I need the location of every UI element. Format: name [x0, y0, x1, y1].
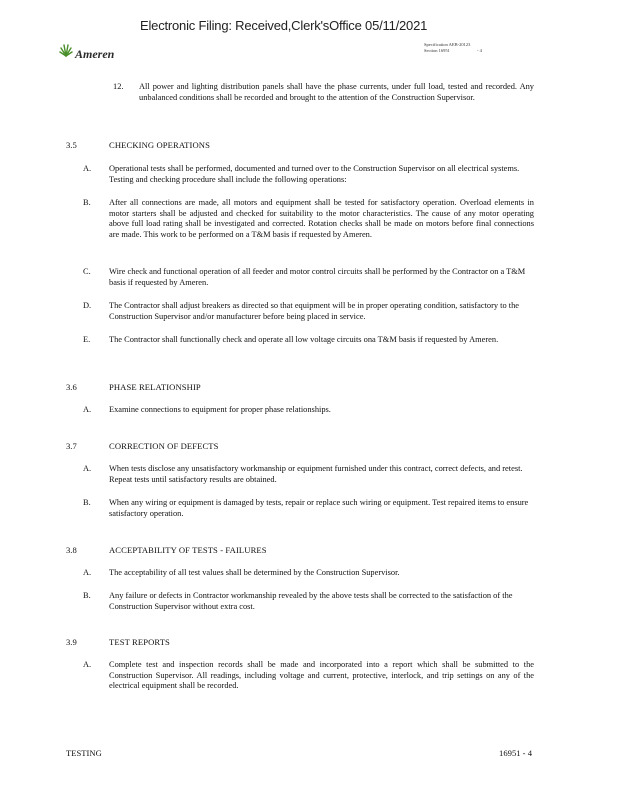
paragraph: Operational tests shall be performed, documented and turned over to the Construction Supervisor on all electrical systems. Testing and checking procedure shall include the following operations: [109, 164, 520, 184]
paragraph: Examine connections to equipment for proper phase relationships. [109, 405, 331, 414]
section-number: 3.5 [66, 140, 77, 150]
item-number: 12. [113, 82, 124, 91]
footer-title: TESTING [66, 748, 102, 758]
filing-stamp: Electronic Filing: Received,Clerk'sOffice 05/11/2021 [140, 18, 428, 33]
paragraph: After all connections are made, all motors and equipment shall be tested for satisfactory operation. Overload elements in motor starters shall be adjusted and checked for suitability to the motor characteristics. The cause of any motor operating above full load rating shall be investigated and corrected. Rotation checks shall be made on motors before final connections are made. This work to be performed on a T&M basis if requested by Ameren. [109, 198, 534, 239]
section-number: 3.9 [66, 637, 77, 647]
section-title: TEST REPORTS [109, 637, 170, 647]
item-label: A. [83, 660, 92, 669]
item-label: A. [83, 405, 92, 414]
item-label: B. [83, 591, 91, 600]
section-title: CORRECTION OF DEFECTS [109, 441, 219, 451]
paragraph: The Contractor shall adjust breakers as directed so that equipment will be in proper operating condition, satisfactory to the Construction Supervisor and/or manufacturer before being placed in service. [109, 301, 520, 321]
item-label: A. [83, 164, 92, 173]
item-label: E. [83, 335, 91, 344]
item-label: B. [83, 198, 91, 207]
section-title: ACCEPTABILITY OF TESTS - FAILURES [109, 545, 267, 555]
paragraph: When tests disclose any unsatisfactory workmanship or equipment furnished under this contract, correct defects, and retest. Repeat tests until satisfactory results are obtained. [109, 464, 523, 484]
paragraph: When any wiring or equipment is damaged by tests, repair or replace such wiring or equipment. Test repaired items to ensure satisfactory operation. [109, 498, 529, 518]
paragraph: Complete test and inspection records shall be made and incorporated into a report which shall be submitted to the Construction Supervisor. All readings, including voltage and current, protective, interlock, and trip settings on any of the electrical equipment shall be recorded. [109, 660, 534, 691]
section-title: CHECKING OPERATIONS [109, 140, 210, 150]
paragraph: Any failure or defects in Contractor workmanship revealed by the above tests shall be corrected to the satisfaction of the Construction Supervisor without extra cost. [109, 591, 513, 611]
paragraph: The acceptability of all test values shall be determined by the Construction Supervisor. [109, 568, 400, 577]
paragraph: Wire check and functional operation of all feeder and motor control circuits shall be performed by the Contractor on a T&M basis if requested by Ameren. [109, 267, 526, 287]
paragraph: The Contractor shall functionally check and operate all low voltage circuits ona T&M basis if requested by Ameren. [109, 335, 499, 344]
ameren-logo [58, 40, 114, 62]
spec-section: Section 16951 - 4 [424, 48, 482, 53]
item-label: B. [83, 498, 91, 507]
paragraph: All power and lighting distribution panels shall have the phase currents, under full load, tested and recorded. Any unbalanced conditions shall be recorded and brought to the attention of the Construction Supervisor. [139, 82, 534, 102]
section-number: 3.6 [66, 382, 77, 392]
sunburst-icon [58, 43, 74, 59]
logo-text: Ameren [75, 46, 115, 61]
section-number: 3.8 [66, 545, 77, 555]
spec-block [424, 42, 482, 54]
footer-page-number: 16951 - 4 [499, 748, 532, 758]
section-title: PHASE RELATIONSHIP [109, 382, 201, 392]
item-label: D. [83, 301, 92, 310]
item-label: C. [83, 267, 91, 276]
spec-number: Specification AEB-20123 [424, 42, 471, 47]
section-number: 3.7 [66, 441, 77, 451]
item-label: A. [83, 568, 92, 577]
spec-page: - 4 [477, 48, 482, 53]
item-label: A. [83, 464, 92, 473]
